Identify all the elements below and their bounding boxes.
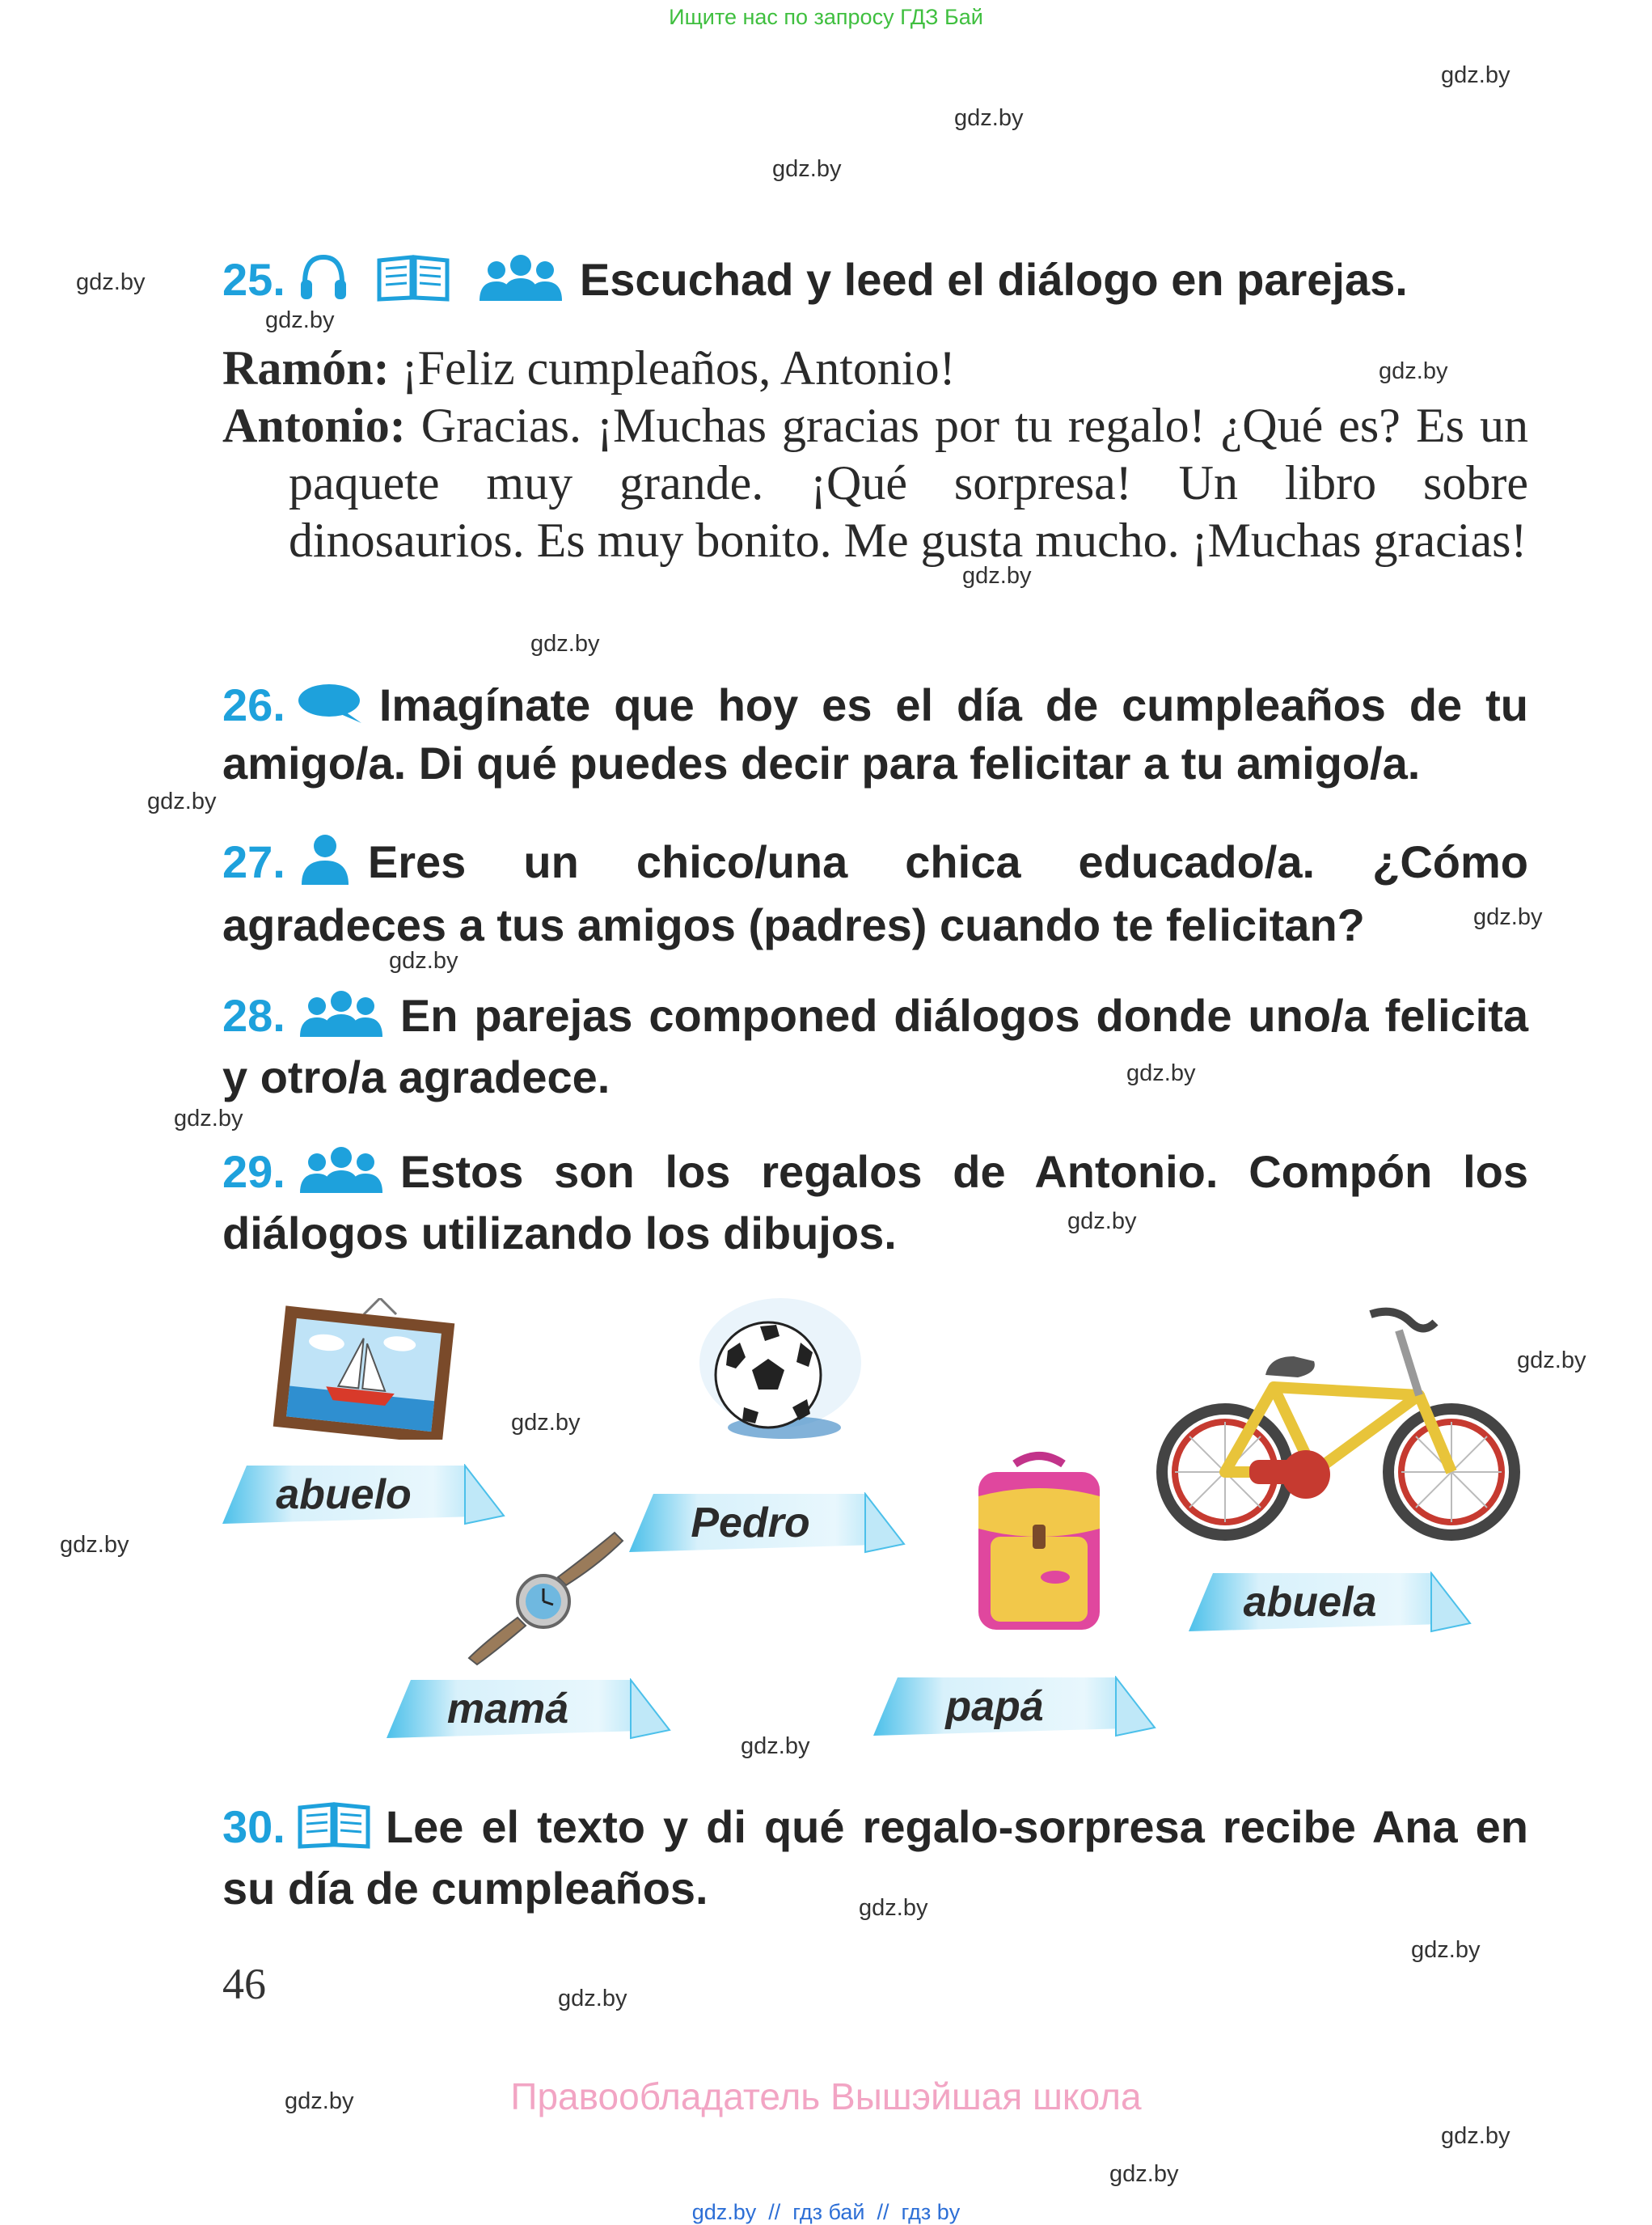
speaker-name: Ramón: (222, 341, 390, 395)
soccer-ball-image (695, 1294, 865, 1448)
task-28 (222, 988, 1528, 1104)
label-abuelo (222, 1464, 505, 1525)
watermark: gdz.by (1441, 62, 1510, 88)
task-text: Lee el texto y di qué regalo-sorpresa recibe Ana en su día de cumpleaños. (222, 1801, 1528, 1914)
task-number: 30. (222, 1801, 285, 1852)
task-text: Eres un chico/una chica educado/a. ¿Cómo agradeces a tus amigos (padres) cuando te felicitan? (222, 835, 1528, 950)
page-number: 46 (222, 1960, 266, 2008)
label-text: papá (945, 1683, 1044, 1730)
watermark: gdz.by (285, 2088, 354, 2114)
watermark: gdz.by (1473, 904, 1543, 930)
label-text: abuela (1243, 1579, 1377, 1626)
label-papa (873, 1676, 1156, 1737)
watermark: gdz.by (265, 307, 335, 333)
watermark: gdz.by (147, 789, 217, 814)
wristwatch-image (453, 1521, 627, 1670)
speech-bubble-icon (297, 682, 365, 736)
backpack-image (966, 1448, 1112, 1638)
dialogue-text: ¡Feliz cumpleaños, Antonio! (401, 341, 956, 395)
watermark: gdz.by (1441, 2123, 1510, 2149)
watermark: gdz.by (1067, 1208, 1137, 1234)
task-30 (222, 1800, 1528, 1915)
watermark: gdz.by (954, 105, 1024, 131)
watermark: gdz.by (1126, 1060, 1196, 1086)
task-number: 26. (222, 679, 285, 730)
label-text: abuelo (276, 1471, 412, 1518)
task-text: Escuchad y leed el diálogo en parejas. (579, 253, 1408, 305)
dialogue-line (222, 397, 1528, 569)
person-icon (297, 833, 353, 898)
watermark: gdz.by (60, 1532, 129, 1558)
speaker-name: Antonio: (222, 399, 406, 452)
book-icon (376, 252, 450, 314)
watermark: gdz.by (558, 1986, 627, 2011)
group-icon (476, 252, 565, 314)
top-banner[interactable]: Ищите нас по запросу ГДЗ Бай (669, 5, 983, 29)
headphones-icon (297, 251, 350, 315)
task-25 (222, 251, 1528, 315)
label-pedro (629, 1492, 906, 1554)
task-29 (222, 1144, 1528, 1260)
watermark: gdz.by (859, 1895, 928, 1921)
dialogue-text: Gracias. ¡Muchas gracias por tu regalo! ¿Qué es? Es un paquete muy grande. ¡Qué sorpresa! Un libro sobre dinosaurios. Es muy bonito. Me gusta mucho. ¡Muchas gracias! (289, 399, 1529, 567)
watermark: gdz.by (962, 563, 1032, 589)
task-26 (222, 678, 1528, 790)
group-icon (297, 1144, 386, 1206)
label-abuela (1189, 1571, 1472, 1633)
watermark: gdz.by (772, 156, 842, 182)
watermark: gdz.by (530, 631, 600, 657)
label-text: mamá (446, 1686, 569, 1732)
bicycle-image (1152, 1298, 1524, 1553)
task-number: 27. (222, 835, 285, 887)
watermark: gdz.by (741, 1733, 810, 1759)
task-number: 29. (222, 1146, 285, 1197)
task-number: 25. (222, 253, 285, 305)
watermark: gdz.by (1379, 358, 1448, 384)
watermark: gdz.by (1411, 1937, 1481, 1963)
watermark: gdz.by (389, 948, 458, 974)
watermark: gdz.by (174, 1106, 243, 1132)
book-icon (297, 1800, 371, 1861)
group-icon (297, 988, 386, 1050)
watermark: gdz.by (511, 1410, 581, 1436)
label-text: Pedro (691, 1500, 810, 1546)
copyright-notice: Правообладатель Вышэйшая школа (510, 2075, 1142, 2117)
footer-links[interactable]: gdz.by // гдз бай // гдз by (691, 2200, 961, 2224)
label-mama (387, 1678, 671, 1740)
dialogue-line (222, 340, 1528, 397)
dialogue (222, 340, 1528, 569)
task-text: En parejas componed diálogos donde uno/a felicita y otro/a agradece. (222, 990, 1528, 1103)
task-number: 28. (222, 990, 285, 1041)
picture-frame-image (267, 1298, 461, 1444)
watermark: gdz.by (1109, 2161, 1179, 2187)
task-text: Imagínate que hoy es el día de cumpleaños de tu amigo/a. Di qué puedes decir para felicitar a tu amigo/a. (222, 679, 1528, 789)
task-27 (222, 833, 1528, 952)
task-text: Estos son los regalos de Antonio. Compón los diálogos utilizando los dibujos. (222, 1146, 1528, 1259)
watermark: gdz.by (76, 269, 146, 295)
watermark: gdz.by (1517, 1347, 1587, 1373)
